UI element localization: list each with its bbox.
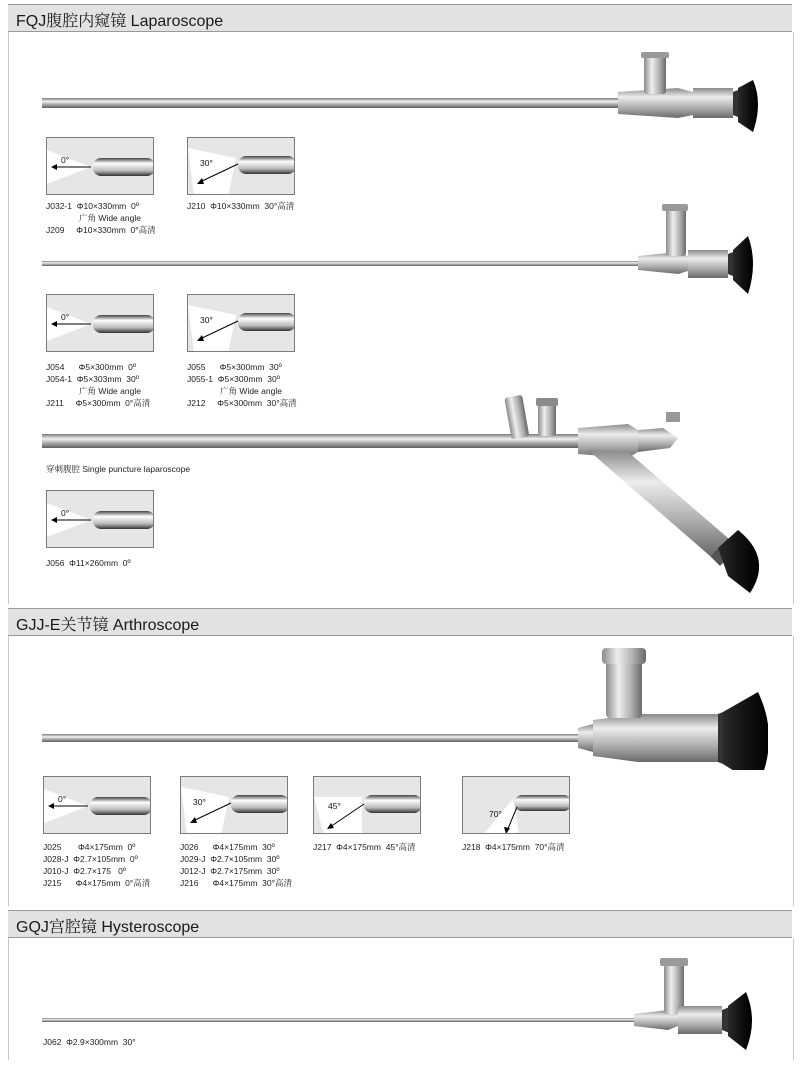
spec-list: J025 Φ4×175mm 0º J028-J Φ2.7×105mm 0º J010-J Φ2.7×175 0º J215 Φ4×175mm 0°高清: [43, 842, 151, 888]
section-title: GQJ宫腔镜 Hysteroscope: [16, 919, 200, 936]
angle-label: 0°: [58, 794, 67, 804]
spec-list: J217 Φ4×175mm 45°高清: [313, 842, 416, 852]
spec-list: J032-1 Φ10×330mm 0º 广角 Wide angle J209 Φ10×330mm 0°高清: [46, 201, 156, 235]
view-angle-diagram-70: [462, 776, 570, 834]
view-angle-diagram-0: [43, 776, 151, 834]
section-title: FQJ腹腔内窥镜 Laparoscope: [16, 13, 224, 30]
section-header-arthroscope: [8, 608, 792, 636]
spec-list: J062 Φ2.9×300mm 30°: [43, 1037, 136, 1047]
angle-label: 0°: [61, 312, 70, 322]
view-angle-diagram-0: [46, 490, 154, 548]
scope-caption: 穿刺腹腔 Single puncture laparoscope: [46, 464, 191, 474]
angle-label: 70°: [489, 809, 502, 819]
spec-list: J026 Φ4×175mm 30º J029-J Φ2.7×105mm 30º J012-J Φ2.7×175mm 30º J216 Φ4×175mm 30°高清: [180, 842, 292, 888]
angle-label: 0°: [61, 508, 70, 518]
angle-label: 30°: [200, 158, 213, 168]
view-angle-diagram-0: [46, 137, 154, 195]
laparoscope-5mm-image: [38, 198, 768, 298]
arthroscope-image: [38, 640, 768, 770]
hysteroscope-image: [38, 950, 768, 1055]
spec-list: J210 Φ10×330mm 30°高清: [187, 201, 295, 211]
angle-label: 30°: [200, 315, 213, 325]
angle-label: 0°: [61, 155, 70, 165]
spec-list: J218 Φ4×175mm 70°高清: [462, 842, 565, 852]
laparoscope-10mm-image: [38, 48, 768, 140]
view-angle-diagram-30: [180, 776, 288, 834]
section-title: GJJ-E关节镜 Arthroscope: [16, 617, 200, 634]
view-angle-diagram-30: [187, 137, 295, 195]
section-header-laparoscope: [8, 4, 792, 32]
spec-list: J054 Φ5×300mm 0º J054-1 Φ5×303mm 30º 广角 Wide angle J211 Φ5×300mm 0°高清: [46, 362, 151, 408]
angle-label: 30°: [193, 797, 206, 807]
view-angle-diagram-0: [46, 294, 154, 352]
view-angle-diagram-45: [313, 776, 421, 834]
spec-list: J055 Φ5×300mm 30º J055-1 Φ5×300mm 30º 广角 Wide angle J212 Φ5×300mm 30°高清: [187, 362, 297, 408]
section-header-hysteroscope: [8, 910, 792, 938]
angle-label: 45°: [328, 801, 341, 811]
view-angle-diagram-30: [187, 294, 295, 352]
spec-list: J056 Φ11×260mm 0º: [46, 558, 131, 568]
